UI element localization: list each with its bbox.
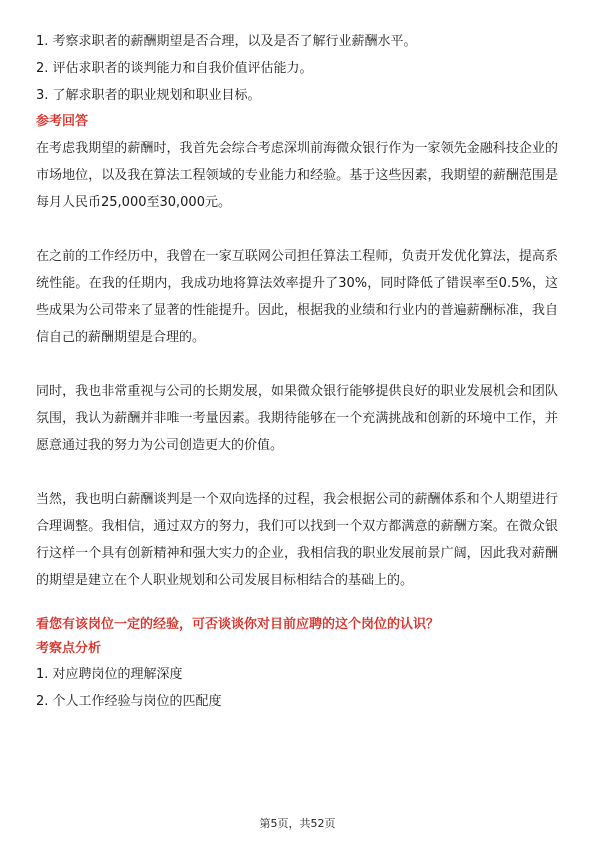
next-question: 看您有该岗位一定的经验，可否谈谈你对目前应聘的这个岗位的认识？ [36, 617, 440, 632]
page-content [36, 33, 558, 720]
answer-paragraph: 同时，我也非常重视与公司的长期发展，如果微众银行能够提供良好的职业发展机会和团队氛围，我认为薪酬并非唯一考量因素。我期待能够在一个充满挑战和创新的环境中工作，并愿意通过我的努力为公司创造更大的价值。 [36, 384, 558, 453]
intro-list [36, 33, 558, 105]
answer-heading: 参考回答 [36, 114, 89, 129]
answer-paragraph: 在考虑我期望的薪酬时，我首先会综合考虑深圳前海微众银行作为一家领先金融科技企业的市场地位，以及我在算法工程领域的专业能力和经验。基于这些因素，我期望的薪酬范围是每月人民币25,000至30,000元。 [36, 141, 558, 210]
answer-paragraph: 当然，我也明白薪酬谈判是一个双向选择的过程，我会根据公司的薪酬体系和个人期望进行合理调整。我相信，通过双方的努力，我们可以找到一个双方都满意的薪酬方案。在微众银行这样一个具有创新精神和强大实力的企业，我相信我的职业发展前景广阔，因此我对薪酬的期望是建立在个人职业规划和公司发展目标相结合的基础上的。 [36, 492, 558, 588]
analysis-list [36, 666, 558, 711]
page-number: 第5页，共52页 [259, 817, 336, 830]
list-item: 3. 了解求职者的职业规划和职业目标。 [36, 88, 261, 103]
list-item: 2. 个人工作经验与岗位的匹配度 [36, 694, 222, 709]
list-item: 2. 评估求职者的谈判能力和自我价值评估能力。 [36, 61, 313, 76]
answer-paragraph: 在之前的工作经历中，我曾在一家互联网公司担任算法工程师，负责开发优化算法，提高系统性能。在我的任期内，我成功地将算法效率提升了30%，同时降低了错误率至0.5%，这些成果为公司带来了显著的性能提升。因此，根据我的业绩和行业内的普遍薪酬标准，我自信自己的薪酬期望是合理的。 [36, 249, 558, 345]
answer-body [36, 135, 558, 594]
list-item: 1. 对应聘岗位的理解深度 [36, 667, 183, 682]
list-item: 1. 考察求职者的薪酬期望是否合理，以及是否了解行业薪酬水平。 [36, 34, 417, 49]
analysis-heading: 考察点分析 [36, 641, 102, 656]
